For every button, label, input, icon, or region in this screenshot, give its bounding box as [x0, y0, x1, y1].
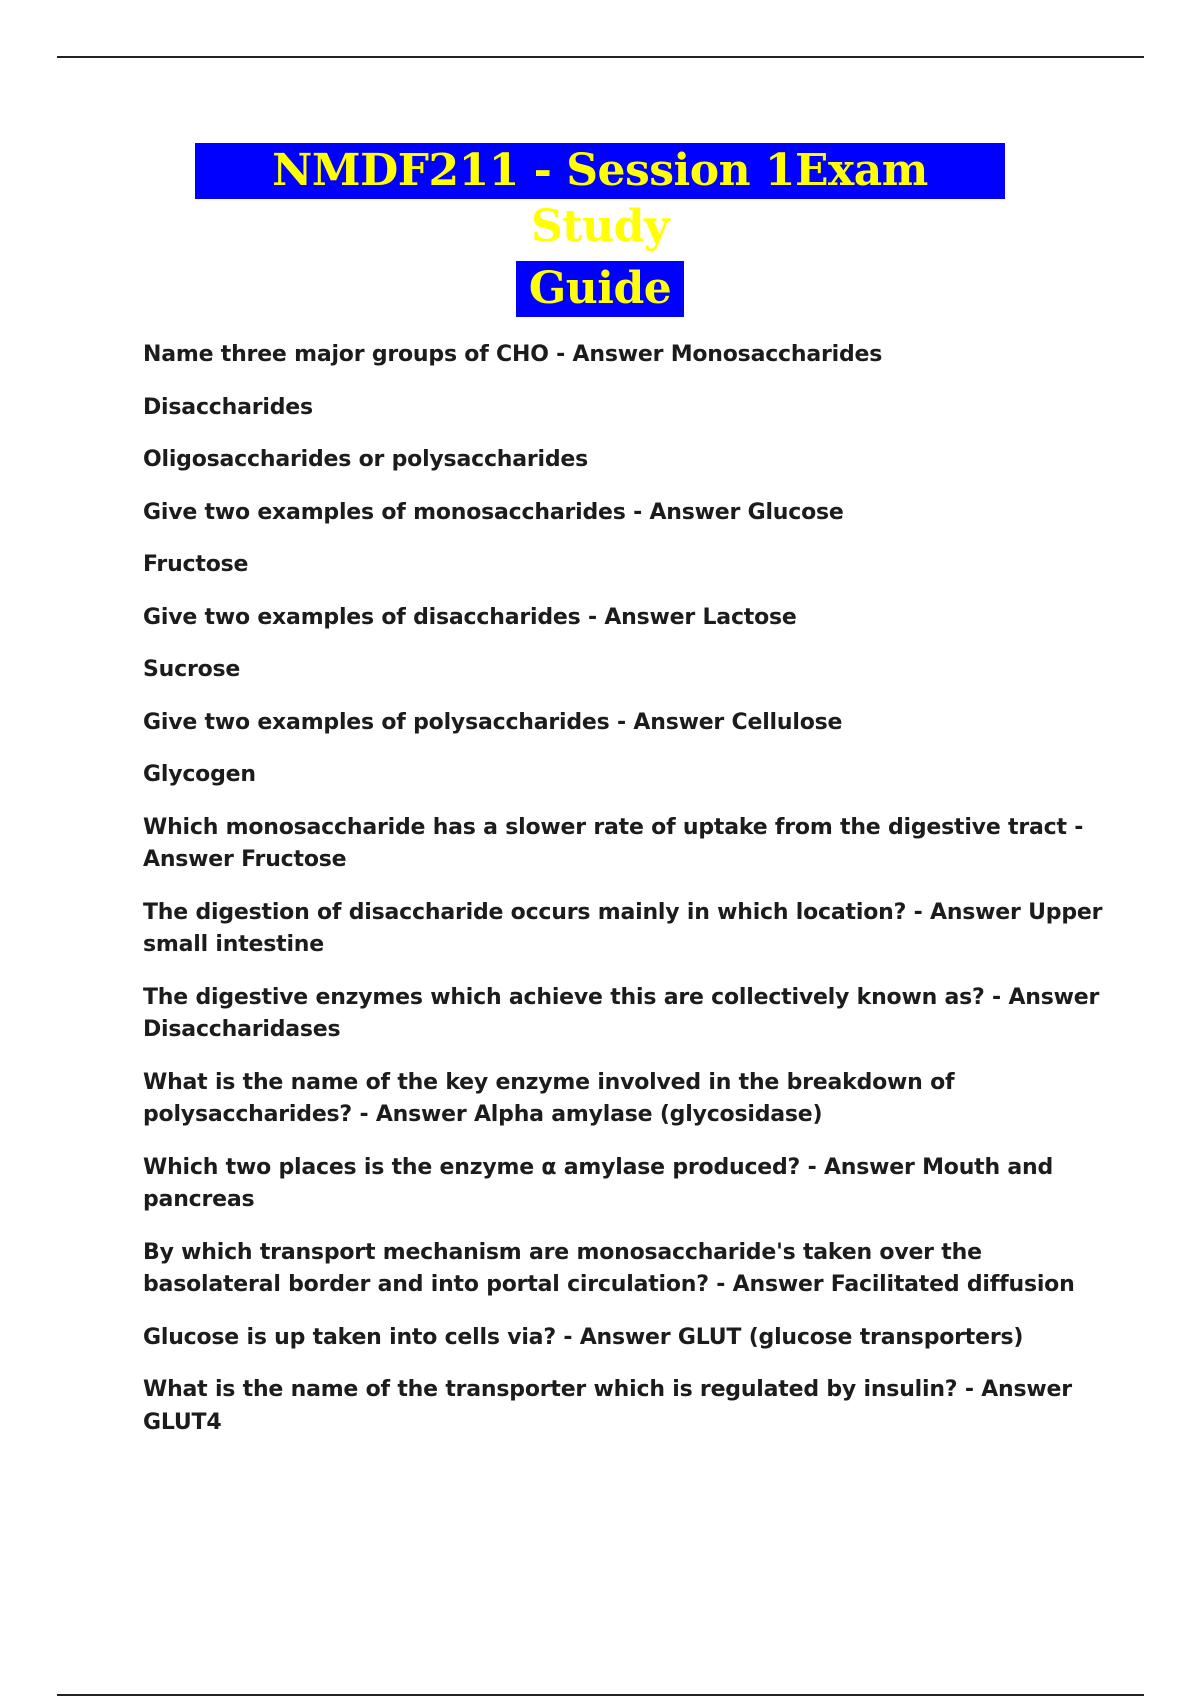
document-title	[0, 143, 1200, 323]
qa-line: The digestive enzymes which achieve this are collectively known as? - Answer Disaccharidases	[143, 984, 1100, 1042]
qa-line: Fructose	[143, 552, 249, 577]
qa-line: Which monosaccharide has a slower rate of uptake from the digestive tract - Answer Fructose	[143, 814, 1084, 872]
qa-line: Give two examples of monosaccharides - Answer Glucose	[143, 499, 844, 525]
qa-line: What is the name of the transporter which is regulated by insulin? - Answer GLUT4	[143, 1377, 1072, 1435]
title-line-2: Guide	[516, 261, 684, 317]
top-rule	[57, 56, 1144, 58]
qa-line: Disaccharides	[143, 394, 313, 420]
title-line-1: NMDF211 - Session 1Exam Study	[195, 143, 1005, 199]
qa-line: The digestion of disaccharide occurs mainly in which location? - Answer Upper small intestine	[143, 899, 1103, 957]
qa-line: By which transport mechanism are monosaccharide's taken over the basolateral border and into portal circulation? - Answer Facilitated diffusion	[143, 1239, 1075, 1297]
qa-line: Glucose is up taken into cells via? - Answer GLUT (glucose transporters)	[143, 1324, 1024, 1350]
qa-line: Which two places is the enzyme α amylase produced? - Answer Mouth and pancreas	[143, 1154, 1054, 1212]
qa-line: Give two examples of polysaccharides - Answer Cellulose	[143, 709, 843, 735]
qa-line: Glycogen	[143, 762, 256, 787]
qa-list	[143, 339, 1103, 1459]
qa-line: Name three major groups of CHO - Answer Monosaccharides	[143, 342, 883, 367]
bottom-rule	[57, 1694, 1144, 1696]
qa-line: Oligosaccharides or polysaccharides	[143, 447, 589, 472]
qa-line: Sucrose	[143, 657, 241, 682]
qa-line: What is the name of the key enzyme involved in the breakdown of polysaccharides? - Answer Alpha amylase (glycosidase)	[143, 1069, 955, 1127]
qa-line: Give two examples of disaccharides - Answer Lactose	[143, 604, 797, 630]
